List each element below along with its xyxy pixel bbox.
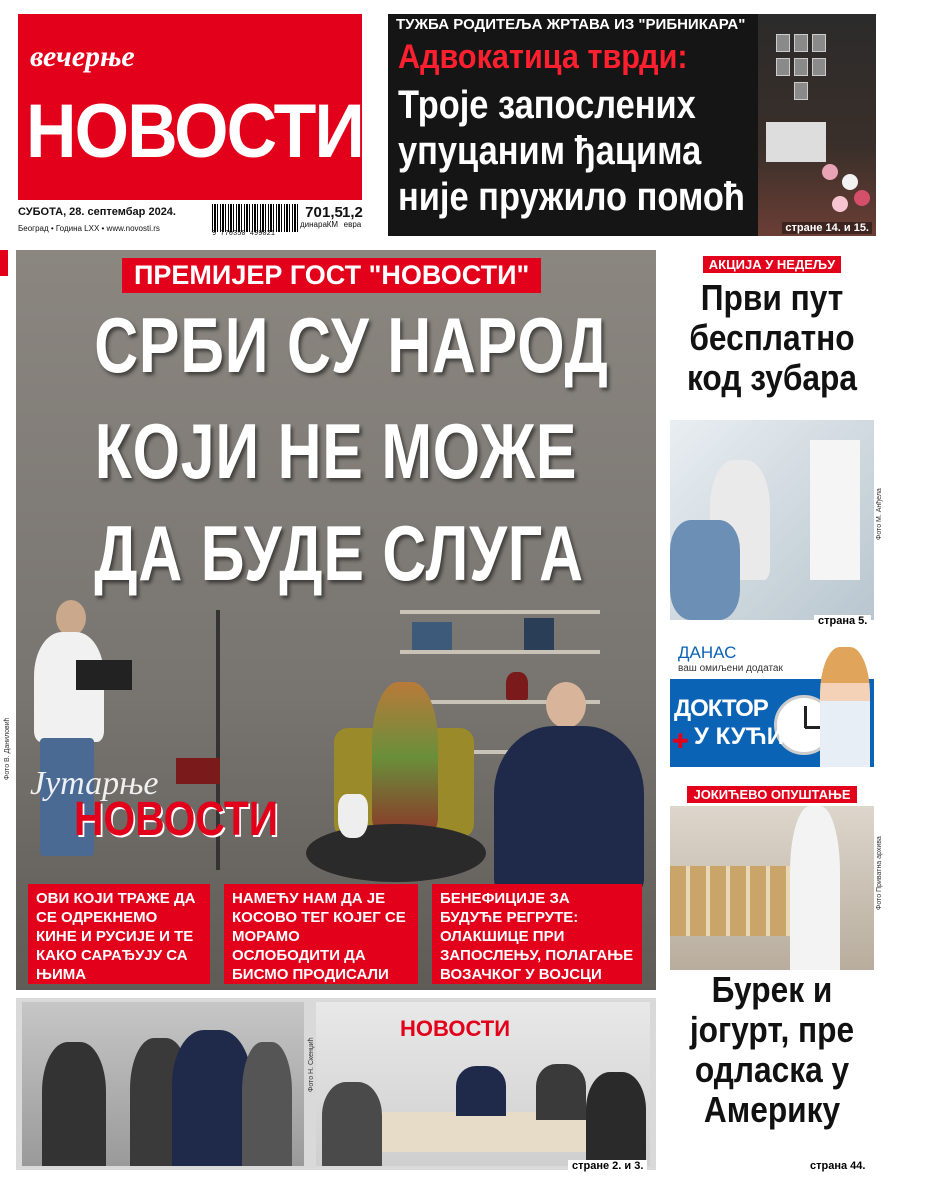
- price-unit: КМ: [326, 220, 339, 229]
- books: [412, 622, 452, 650]
- vase: [338, 794, 368, 838]
- cross-icon: ✚: [672, 729, 689, 753]
- ad-title-doctor: ДОКТОР: [674, 695, 768, 722]
- masthead-logo[interactable]: [18, 14, 362, 200]
- price-value: 1,2: [342, 204, 363, 221]
- djokic-title-line: јогурт, пре: [689, 1009, 855, 1050]
- main-photo-credit: Фото В. Даниловић: [4, 717, 11, 780]
- top-story-red-line: Адвокатица тврди:: [398, 38, 688, 76]
- dental-title-line: бесплатно: [689, 317, 855, 358]
- masthead-title: НОВОСТИ: [26, 89, 363, 174]
- interviewer: [372, 682, 438, 832]
- ad-danas: ДАНАС: [678, 643, 737, 662]
- price-unit: евра: [343, 220, 362, 229]
- masthead-prefix: вечерње: [30, 40, 135, 73]
- djokic-title-line: Америку: [703, 1089, 841, 1130]
- meeting-logo: НОВОСТИ: [400, 1016, 511, 1041]
- premier: [494, 726, 644, 896]
- equipment: [176, 758, 220, 784]
- video-camera: [76, 660, 132, 690]
- main-story-pages: стране 2. и 3.: [568, 1160, 647, 1172]
- main-headline-line: ДА БУДЕ СЛУГА: [94, 509, 584, 597]
- dental-title-line: код зубара: [686, 357, 858, 398]
- djokic-story[interactable]: [670, 970, 874, 1130]
- ad-woman-photo: [820, 647, 870, 767]
- books: [524, 618, 554, 650]
- price-km: [322, 206, 343, 229]
- price-eur: [342, 206, 363, 229]
- dental-photo[interactable]: [670, 420, 874, 620]
- barcode: [212, 204, 298, 232]
- djokic-pages: страна 44.: [806, 1160, 869, 1172]
- quote-box[interactable]: ОВИ КОЈИ ТРАЖЕ ДА СЕ ОДРЕКНЕМО КИНЕ И РУСИЈЕ И ТЕ КАКО САРАЂУЈУ СА ЊИМА: [28, 884, 210, 984]
- issue-date: СУБОТА, 28. септембар 2024.: [18, 206, 176, 218]
- edge-marker: [0, 250, 8, 276]
- price-value: 70: [305, 204, 322, 221]
- djokic-kicker: ЈОКИЋЕВО ОПУШТАЊЕ: [687, 786, 856, 803]
- djokic-photo-credit: Фото Приватна архива: [876, 836, 883, 910]
- dental-photo-credit: Фото М. Анђела: [876, 488, 883, 540]
- dental-story[interactable]: [670, 256, 874, 398]
- main-headline-line: КОЈИ НЕ МОЖЕ: [94, 407, 578, 495]
- cameraman-head: [56, 600, 86, 636]
- quote-box[interactable]: НАМЕЋУ НАМ ДА ЈЕ КОСОВО ТЕГ КОЈЕГ СЕ МОРАМО ОСЛОБОДИТИ ДА БИСМО ПРОДИСАЛИ: [224, 884, 418, 984]
- premier-head: [546, 682, 586, 728]
- bottom-photo-strip: [16, 998, 656, 1170]
- meeting-photo[interactable]: [316, 1002, 650, 1166]
- top-story-kicker: ТУЖБА РОДИТЕЉА ЖРТАВА ИЗ "РИБНИКАРА": [396, 16, 746, 33]
- memorial-note: [766, 122, 826, 162]
- top-story-pages: стране 14. и 15.: [782, 222, 872, 234]
- show-script-title: Јутарње: [30, 765, 159, 802]
- price-unit: динара: [300, 220, 327, 229]
- ad-title-home: У КУЋИ: [694, 723, 785, 750]
- dental-title-line: Први пут: [700, 277, 844, 318]
- memorial-photo: [758, 14, 876, 236]
- djokic-title-line: одласка у: [694, 1049, 850, 1090]
- main-headline-line: СРБИ СУ НАРОД: [94, 301, 609, 389]
- corridor-photo[interactable]: [22, 1002, 304, 1166]
- djokic-photo[interactable]: [670, 806, 874, 970]
- top-story-banner[interactable]: [388, 14, 876, 236]
- price-value: 1,5: [322, 204, 343, 221]
- djokic-kicker-wrap: [670, 786, 874, 804]
- dental-kicker: АКЦИЈА У НЕДЕЉУ: [703, 256, 841, 273]
- top-story-line: није пружило помоћ: [398, 175, 745, 219]
- quote-box[interactable]: БЕНЕФИЦИЈЕ ЗА БУДУЋЕ РЕГРУТЕ: ОЛАКШИЦЕ ПРИ ЗАПОСЛЕЊУ, ПОЛАГАЊЕ ВОЗАЧКОГ У ВОЈСЦИ: [432, 884, 642, 984]
- top-story-line: Троје запослених: [398, 83, 696, 127]
- ad-subtitle: ваш омиљени додатак: [678, 663, 783, 674]
- main-story-kicker: ПРЕМИЈЕР ГОСТ "НОВОСТИ": [122, 258, 541, 293]
- red-bust: [506, 672, 528, 700]
- doctor-at-home-ad[interactable]: [670, 643, 874, 767]
- show-title: НОВОСТИ: [74, 793, 279, 846]
- dental-pages: страна 5.: [814, 615, 871, 627]
- bottom-photo-credit: Фото Н. Скенџић: [308, 1037, 315, 1092]
- issue-subline: Београд • Година LXX • www.novosti.rs: [18, 224, 160, 233]
- djokic-title-line: Бурек и: [711, 969, 833, 1010]
- top-story-line: упуцаним ђацима: [398, 129, 702, 173]
- barcode-number: 9 770350 499021: [212, 230, 276, 238]
